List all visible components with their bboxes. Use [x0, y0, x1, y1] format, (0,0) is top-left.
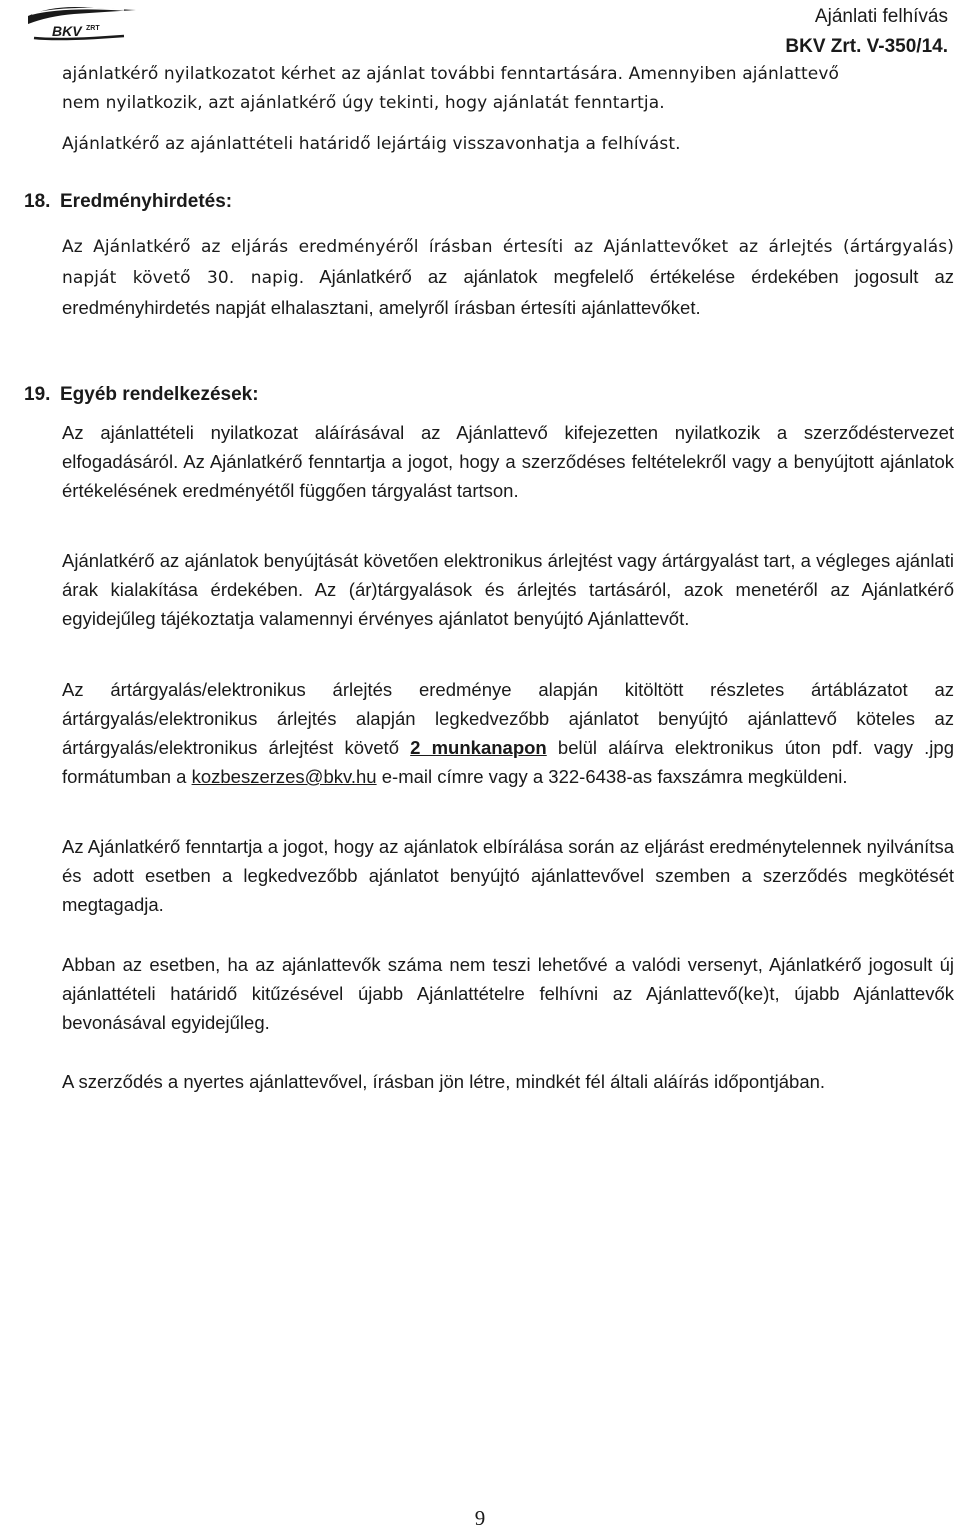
section-18-text [62, 231, 954, 322]
intro-line-1: ajánlatkérő nyilatkozatot kérhet az ajánlat további fenntartására. Amennyiben ajánlattevő [62, 64, 840, 84]
section-19-paragraph-6: A szerződés a nyertes ajánlattevővel, írásban jön létre, mindkét fél általi aláírás időpontjában. [62, 1071, 826, 1092]
section-18-number: 18. [24, 191, 51, 212]
section-19-paragraph-3 [62, 675, 954, 791]
section-19-heading [24, 380, 259, 409]
intro-paragraph [62, 60, 954, 118]
section-18-title: Eredményhirdetés: [60, 191, 233, 212]
email-link[interactable]: kozbeszerzes@bkv.hu [191, 766, 377, 787]
price-table-text: Az ártárgyalás/elektronikus árlejtés eredménye alapján kitöltött részletes ártáblázatot az ártárgyalás/elektronikus árlejtés alapján legkedvezőbb ajánlatot benyújtó ajánlattevő köteles az ártárgyalás/elektronikus árlejtést követő [62, 679, 954, 758]
bkv-logo [24, 2, 140, 42]
section-18-text-b: Ajánlatkérő az ajánlatok megfelelő értékelése érdekében jogosult az eredményhirdetés napját elhalasztani, amelyről írásban értesíti ajánlattevőket. [62, 266, 954, 318]
svg-text:BKV: BKV [52, 23, 82, 39]
document-reference: BKV Zrt. V-350/14. [785, 36, 948, 57]
section-19-paragraph-2: Ajánlatkérő az ajánlatok benyújtását követően elektronikus árlejtést vagy ártárgyalást tart, a végleges ajánlati árak kialakítása érdekében. Az (ár)tárgyalások és árlejtés tartásáról, azok menetéről az Ajánlatkérő egyidejűleg tájékoztatja valamennyi érvényes ajánlatot benyújtó Ajánlattevőt. [62, 550, 954, 629]
document-header [785, 2, 948, 62]
deadline-days: 2 munkanapon [410, 737, 547, 758]
submission-text: belül aláírva elektronikus úton pdf. vagy .jpg formátumban a [62, 737, 954, 787]
section-18-heading [24, 187, 232, 216]
fax-text: e-mail címre vagy a 322-6438-as faxszámra megküldeni. [376, 766, 848, 787]
withdraw-paragraph: Ajánlatkérő az ajánlattételi határidő lejártáig visszavonhatja a felhívást. [62, 134, 681, 154]
document-title: Ajánlati felhívás [814, 6, 948, 27]
intro-line-2: nem nyilatkozik, azt ajánlatkérő úgy tekinti, hogy ajánlatát fenntartja. [62, 93, 665, 113]
svg-text:ZRT: ZRT [86, 25, 100, 32]
page-number: 9 [474, 1506, 486, 1530]
section-18-text-a: Az Ajánlatkérő az eljárás eredményéről írásban értesíti az Ajánlattevőket az árlejtés (ártárgyalás) napját követő 30. napig. [62, 237, 954, 288]
section-19-paragraph-4: Az Ajánlatkérő fenntartja a jogot, hogy az ajánlatok elbírálása során az eljárást eredménytelennek nyilvánítsa és adott esetben a legkedvezőbb ajánlatot benyújtó ajánlattevővel szemben a szerződés megkötését megtagadja. [62, 836, 954, 915]
section-19-number: 19. [24, 384, 51, 405]
section-19-title: Egyéb rendelkezések: [60, 384, 259, 405]
section-19-paragraph-5: Abban az esetben, ha az ajánlattevők száma nem teszi lehetővé a valódi versenyt, Ajánlatkérő jogosult új ajánlattételi határidő kitűzésével újabb Ajánlattételre felhívni az Ajánlattevő(ke)t, újabb Ajánlattevők bevonásával egyidejűleg. [62, 954, 954, 1033]
section-19-paragraph-1: Az ajánlattételi nyilatkozat aláírásával az Ajánlattevő kifejezetten nyilatkozik a szerződéstervezet elfogadásáról. Az Ajánlatkérő fenntartja a jogot, hogy a szerződéses feltételekről vagy a benyújtott ajánlatok értékelésének eredményétől függően tárgyalást tartson. [62, 422, 954, 501]
